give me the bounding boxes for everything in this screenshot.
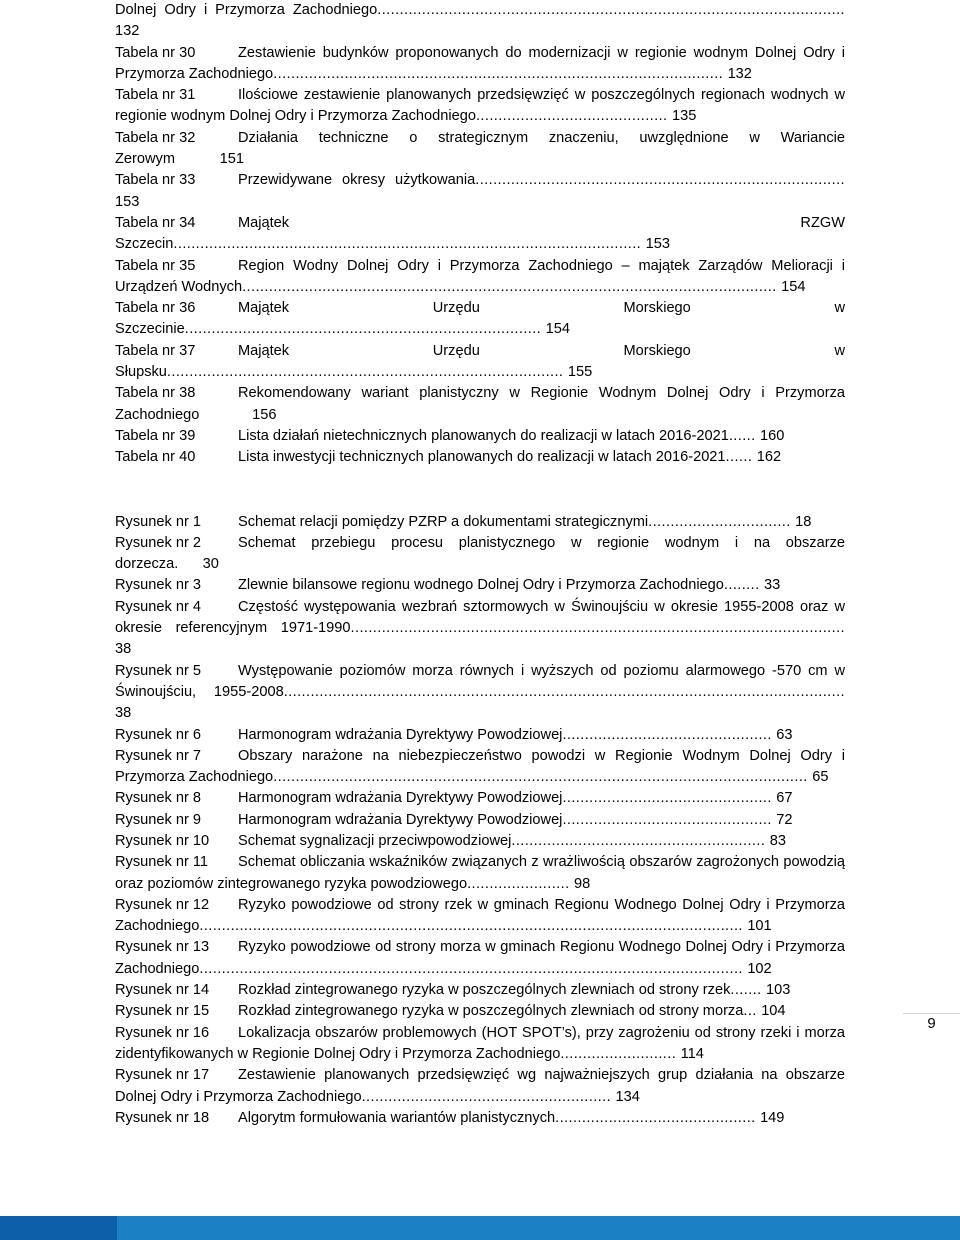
toc-entry[interactable]: Rysunek nr 6 Harmonogram wdrażania Dyrektywy Powodziowej............................................... 63	[115, 725, 845, 746]
toc-entry-page: 160	[760, 427, 785, 444]
toc-entry-page: 63	[776, 726, 793, 743]
toc-entry-label: Rysunek nr 2	[115, 534, 201, 551]
toc-entry-title: Lista działań nietechnicznych planowanych do realizacji w latach 2016-2021	[238, 427, 729, 444]
toc-entry-title: Ryzyko powodziowe od strony rzek w gminach Regionu Wodnego Dolnej Odry i Przymorza Zachodniego	[115, 896, 845, 935]
toc-entry-page: 33	[764, 577, 781, 594]
toc-entry[interactable]: Rysunek nr 10 Schemat sygnalizacji przeciwpowodziowej......................................................... 83	[115, 831, 845, 852]
toc-entry-label: Tabela nr 39	[115, 427, 196, 444]
toc-entry-label: Rysunek nr 12	[115, 896, 210, 913]
toc-entry-label: Tabela nr 38	[115, 385, 196, 402]
toc-entry-label: Rysunek nr 15	[115, 1003, 210, 1020]
footer-band	[0, 1216, 960, 1240]
footer-band-accent	[0, 1216, 117, 1240]
toc-entry-label: Rysunek nr 13	[115, 939, 210, 956]
toc-entry-title: Zestawienie planowanych przedsięwzięć wg najważniejszych grup działania na obszarze Dolnej Odry i Przymorza Zachodniego	[115, 1067, 845, 1105]
toc-entry[interactable]: Rysunek nr 12 Ryzyko powodziowe od strony rzek w gminach Regionu Wodnego Dolnej Odry i Przymorza Zachodniego.......................................................................................................................... 101	[115, 896, 845, 935]
toc-entry-page: 154	[781, 278, 806, 295]
toc-entry-page: 101	[747, 918, 772, 935]
toc-entry-title: Zestawienie budynków proponowanych do modernizacji w regionie wodnym Dolnej Odry i Przymorza Zachodniego	[115, 44, 845, 82]
toc-entry[interactable]: Tabela nr 33 Przewidywane okresy użytkowania................................................................................... 153	[115, 172, 845, 210]
toc-entry-label: Rysunek nr 4	[115, 598, 201, 615]
toc-entry-title: Schemat relacji pomiędzy PZRP a dokumentami strategicznymi	[238, 513, 649, 530]
toc-entry-label: Tabela nr 32	[115, 129, 196, 146]
toc-entry-page: 38	[115, 705, 132, 722]
toc-entry-page: 102	[747, 960, 772, 977]
toc-entry-page: 132	[727, 65, 752, 82]
toc-entry[interactable]	[115, 533, 845, 576]
toc-entry[interactable]: Rysunek nr 14 Rozkład zintegrowanego ryzyka w poszczególnych zlewniach od strony rzek....... 103	[115, 980, 845, 1001]
toc-entry-page: 132	[115, 23, 140, 40]
toc-entry-label: Tabela nr 40	[115, 449, 196, 466]
toc-entry-title: Schemat przebiegu procesu planistycznego w regionie wodnym i na obszarze dorzecza.	[115, 534, 845, 573]
toc-entry-page: 156	[252, 406, 277, 423]
toc-entry-title: Majątek RZGW Szczecin	[115, 214, 845, 253]
toc-entry[interactable]: Rysunek nr 3 Zlewnie bilansowe regionu wodnego Dolnej Odry i Przymorza Zachodniego........ 33	[115, 575, 845, 596]
toc-entry[interactable]: Rysunek nr 17 Zestawienie planowanych przedsięwzięć wg najważniejszych grup działania na obszarze Dolnej Odry i Przymorza Zachodniego........................................................ 134	[115, 1067, 845, 1105]
toc-entry-page: 72	[776, 811, 793, 828]
toc-entry-label: Rysunek nr 5	[115, 662, 201, 679]
toc-entry-title: Schemat obliczania wskaźników związanych z wrażliwością obszarów zagrożonych powodzią oraz poziomów zintegrowanego ryzyka powodziowego	[115, 854, 845, 892]
toc-entry[interactable]: Rysunek nr 15 Rozkład zintegrowanego ryzyka w poszczególnych zlewniach od strony morza... 104	[115, 1001, 845, 1022]
toc-entry[interactable]: Rysunek nr 1 Schemat relacji pomiędzy PZRP a dokumentami strategicznymi................................ 18	[115, 512, 845, 533]
table-of-contents	[115, 0, 845, 1129]
toc-entry-label: Tabela nr 37	[115, 342, 196, 359]
toc-entry-label: Rysunek nr 1	[115, 513, 201, 530]
toc-entry-title: Działania techniczne o strategicznym znaczeniu, uwzględnione w Wariancie Zerowym	[115, 129, 845, 168]
toc-entry-title: Harmonogram wdrażania Dyrektywy Powodziowej	[238, 726, 563, 743]
toc-entry-label: Tabela nr 30	[115, 44, 196, 61]
toc-entry[interactable]: Tabela nr 30 Zestawienie budynków proponowanych do modernizacji w regionie wodnym Dolnej Odry i Przymorza Zachodniego..................................................................................................... 132	[115, 44, 845, 82]
toc-entry-page: 153	[115, 193, 140, 210]
toc-entry-title: Majątek Urzędu Morskiego w Słupsku	[115, 342, 845, 381]
toc-entry[interactable]: Rysunek nr 8 Harmonogram wdrażania Dyrektywy Powodziowej............................................... 67	[115, 788, 845, 809]
toc-entry-label: Tabela nr 34	[115, 214, 196, 231]
toc-entry-label: Rysunek nr 11	[115, 854, 209, 871]
toc-entry-title: Region Wodny Dolnej Odry i Przymorza Zachodniego – majątek Zarządów Melioracji i Urządzeń Wodnych	[115, 257, 845, 295]
toc-entry-page: 135	[671, 108, 697, 125]
toc-entry-label: Rysunek nr 6	[115, 726, 201, 743]
toc-entry-page: 114	[680, 1045, 704, 1062]
toc-entry[interactable]: Rysunek nr 5 Występowanie poziomów morza równych i wyższych od poziomu alarmowego -570 cm w Świnoujściu, 1955-2008.............................................................................................................................. 38	[115, 662, 845, 722]
toc-entry[interactable]: Rysunek nr 7 Obszary narażone na niebezpieczeństwo powodzi w Regionie Wodnym Dolnej Odry i Przymorza Zachodniego........................................................................................................................ 65	[115, 747, 845, 786]
toc-entry-page: 134	[615, 1088, 640, 1105]
toc-entry-label: Rysunek nr 8	[115, 790, 201, 807]
toc-entry[interactable]: Tabela nr 31 Ilościowe zestawienie planowanych przedsięwzięć w poszczególnych regionach wodnych w regionie wodnym Dolnej Odry i Przymorza Zachodniego........................................... 135	[115, 87, 845, 125]
toc-entry[interactable]: Rysunek nr 11 Schemat obliczania wskaźników związanych z wrażliwością obszarów zagrożonych powodzią oraz poziomów zintegrowanego ryzyka powodziowego....................... 98	[115, 854, 845, 892]
toc-entry-title: Lokalizacja obszarów problemowych (HOT SPOT’s), przy zagrożeniu od strony rzeki i morza zidentyfikowanych w Regionie Dolnej Odry i Przymorza Zachodniego	[115, 1024, 845, 1062]
toc-entry[interactable]: Tabela nr 37 Majątek Urzędu Morskiego w Słupsku......................................................................................... 155	[115, 342, 845, 381]
toc-entry-page: 30	[202, 556, 219, 573]
toc-entry-page: 67	[776, 790, 793, 807]
toc-entry-title: Dolnej Odry i Przymorza Zachodniego	[115, 2, 378, 18]
toc-entry-title: Przewidywane okresy użytkowania	[238, 172, 476, 189]
toc-entry-page: 155	[567, 364, 593, 381]
toc-entry[interactable]: Rysunek nr 9 Harmonogram wdrażania Dyrektywy Powodziowej............................................... 72	[115, 810, 845, 831]
toc-entry-label: Tabela nr 36	[115, 300, 196, 317]
toc-entry[interactable]: Tabela nr 40 Lista inwestycji technicznych planowanych do realizacji w latach 2016-2021...... 162	[115, 447, 845, 468]
toc-entry-label: Tabela nr 33	[115, 172, 196, 189]
toc-entry-title: Częstość występowania wezbrań sztormowych w Świnoujściu w okresie 1955-2008 oraz w okresie referencyjnym 1971-1990	[115, 598, 845, 637]
toc-entry[interactable]: Dolnej Odry i Przymorza Zachodniego......................................................................................................... 132	[115, 2, 845, 40]
toc-entry[interactable]: Tabela nr 35 Region Wodny Dolnej Odry i Przymorza Zachodniego – majątek Zarządów Melioracji i Urządzeń Wodnych........................................................................................................................ 154	[115, 257, 845, 295]
toc-entry-title: Zlewnie bilansowe regionu wodnego Dolnej Odry i Przymorza Zachodniego	[238, 577, 724, 594]
toc-entry-label: Rysunek nr 14	[115, 982, 210, 999]
toc-entry-title: Majątek Urzędu Morskiego w Szczecinie	[115, 300, 845, 338]
toc-entry-title: Ilościowe zestawienie planowanych przedsięwzięć w poszczególnych regionach wodnych w regionie wodnym Dolnej Odry i Przymorza Zachodniego	[115, 87, 845, 125]
toc-entry-title: Występowanie poziomów morza równych i wyższych od poziomu alarmowego -570 cm w Świnoujściu, 1955-2008	[115, 662, 845, 700]
toc-entry-label: Rysunek nr 16	[115, 1024, 210, 1041]
toc-entry[interactable]: Rysunek nr 13 Ryzyko powodziowe od strony morza w gminach Regionu Wodnego Dolnej Odry i Przymorza Zachodniego.......................................................................................................................... 102	[115, 939, 845, 977]
toc-entry-label: Rysunek nr 17	[115, 1067, 210, 1084]
toc-entry-page: 154	[545, 321, 570, 338]
toc-entry-page: 149	[760, 1109, 785, 1126]
toc-entry-page: 162	[756, 449, 782, 466]
toc-entry[interactable]: Rysunek nr 18 Algorytm formułowania wariantów planistycznych............................................. 149	[115, 1108, 845, 1129]
toc-entry-label: Rysunek nr 7	[115, 747, 201, 764]
toc-entry-page: 65	[812, 769, 829, 786]
toc-entry-page: 153	[645, 236, 670, 253]
toc-entry-title: Schemat sygnalizacji przeciwpowodziowej	[238, 832, 512, 849]
toc-entry-title: Ryzyko powodziowe od strony morza w gminach Regionu Wodnego Dolnej Odry i Przymorza Zachodniego	[115, 939, 845, 977]
toc-entry-label: Rysunek nr 18	[115, 1109, 210, 1126]
toc-entry-title: Rekomendowany wariant planistyczny w Regionie Wodnym Dolnej Odry i Przymorza Zachodniego	[115, 385, 845, 423]
toc-entry[interactable]: Tabela nr 36 Majątek Urzędu Morskiego w Szczecinie................................................................................ 154	[115, 300, 845, 338]
toc-entry-page: 18	[795, 513, 812, 530]
toc-entry[interactable]	[115, 383, 845, 426]
toc-entry-label: Tabela nr 31	[115, 87, 196, 104]
toc-entry-label: Rysunek nr 10	[115, 832, 210, 849]
toc-entry-label: Rysunek nr 3	[115, 577, 201, 594]
toc-entry[interactable]: Rysunek nr 16 Lokalizacja obszarów problemowych (HOT SPOT’s), przy zagrożeniu od strony rzeki i morza zidentyfikowanych w Regionie Dolnej Odry i Przymorza Zachodniego.......................... 114	[115, 1024, 845, 1062]
toc-entry-title: Harmonogram wdrażania Dyrektywy Powodziowej	[238, 790, 563, 807]
toc-entry[interactable]: Rysunek nr 4 Częstość występowania wezbrań sztormowych w Świnoujściu w okresie 1955-2008 oraz w okresie referencyjnym 1971-1990............................................................................................................... 38	[115, 598, 845, 658]
toc-entry-label: Tabela nr 35	[115, 257, 196, 274]
page-number: 9	[927, 1015, 936, 1032]
toc-entry-page: 38	[115, 641, 132, 658]
toc-entry-title: Algorytm formułowania wariantów planistycznych	[238, 1109, 556, 1126]
toc-entry-title: Obszary narażone na niebezpieczeństwo powodzi w Regionie Wodnym Dolnej Odry i Przymorza Zachodniego	[115, 747, 845, 786]
toc-entry-page: 104	[761, 1003, 786, 1020]
toc-entry-page: 98	[573, 875, 591, 892]
toc-entry[interactable]: Tabela nr 39 Lista działań nietechnicznych planowanych do realizacji w latach 2016-2021...... 160	[115, 426, 845, 447]
toc-entry[interactable]: Tabela nr 34 Majątek RZGW Szczecin......................................................................................................... 153	[115, 214, 845, 253]
toc-entry-label: Rysunek nr 9	[115, 811, 201, 828]
page-number-divider	[903, 1013, 960, 1014]
toc-entry-title: Rozkład zintegrowanego ryzyka w poszczególnych zlewniach od strony rzek	[238, 982, 731, 999]
toc-entry-title: Rozkład zintegrowanego ryzyka w poszczególnych zlewniach od strony morza	[238, 1003, 744, 1020]
toc-entry-page: 151	[219, 151, 244, 168]
toc-entry-page: 103	[766, 982, 791, 999]
toc-entry[interactable]	[115, 128, 845, 171]
toc-entry-title: Lista inwestycji technicznych planowanych do realizacji w latach 2016-2021	[238, 449, 726, 466]
toc-entry-page: 83	[769, 832, 786, 849]
toc-entry-title: Harmonogram wdrażania Dyrektywy Powodziowej	[238, 811, 563, 828]
